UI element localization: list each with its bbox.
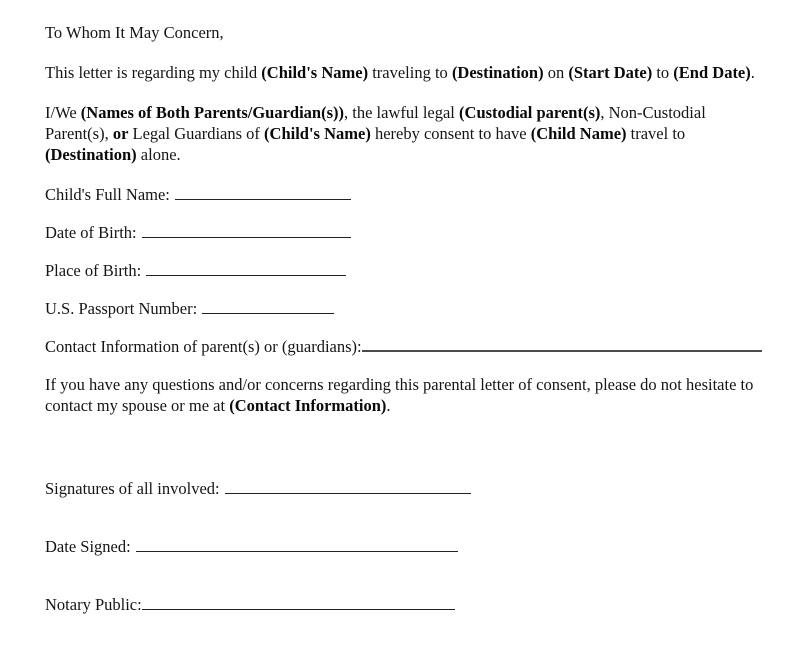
field-contact-information (45, 336, 762, 357)
signatures-label: Signatures of all involved: (45, 479, 220, 498)
place-of-birth-label: Place of Birth: (45, 261, 142, 280)
field-notary-public (45, 594, 762, 615)
place-of-birth-blank[interactable] (146, 263, 346, 276)
child-full-name-blank[interactable] (175, 187, 351, 200)
field-date-signed (45, 536, 762, 557)
signatures-blank[interactable] (225, 481, 471, 494)
intro-paragraph: This letter is regarding my child (Child's Name) traveling to (Destination) on (Start Date) to (End Date). (45, 63, 755, 82)
date-of-birth-label: Date of Birth: (45, 223, 137, 242)
field-place-of-birth (45, 260, 762, 281)
questions-paragraph: If you have any questions and/or concerns regarding this parental letter of consent, please do not hesitate to contact my spouse or me at (Contact Information). (45, 375, 754, 415)
field-signatures (45, 478, 762, 499)
field-date-of-birth (45, 222, 762, 243)
notary-public-label: Notary Public: (45, 595, 142, 614)
contact-information-blank[interactable] (362, 339, 762, 352)
consent-paragraph: I/We (Names of Both Parents/Guardian(s)), the lawful legal (Custodial parent(s), Non-Custodial Parent(s), or Legal Guardians of (Child's Name) hereby consent to have (Child Name) travel to (Destination) alone. (45, 103, 706, 164)
date-of-birth-blank[interactable] (142, 225, 351, 238)
field-child-full-name (45, 184, 762, 205)
field-passport-number (45, 298, 762, 319)
passport-number-label: U.S. Passport Number: (45, 299, 198, 318)
signature-section (45, 478, 762, 615)
date-signed-blank[interactable] (136, 539, 458, 552)
passport-number-blank[interactable] (202, 301, 334, 314)
child-full-name-label: Child's Full Name: (45, 185, 170, 204)
date-signed-label: Date Signed: (45, 537, 131, 556)
salutation: To Whom It May Concern, (45, 23, 224, 42)
contact-information-label: Contact Information of parent(s) or (guardians): (45, 337, 362, 356)
notary-public-blank[interactable] (142, 597, 455, 610)
